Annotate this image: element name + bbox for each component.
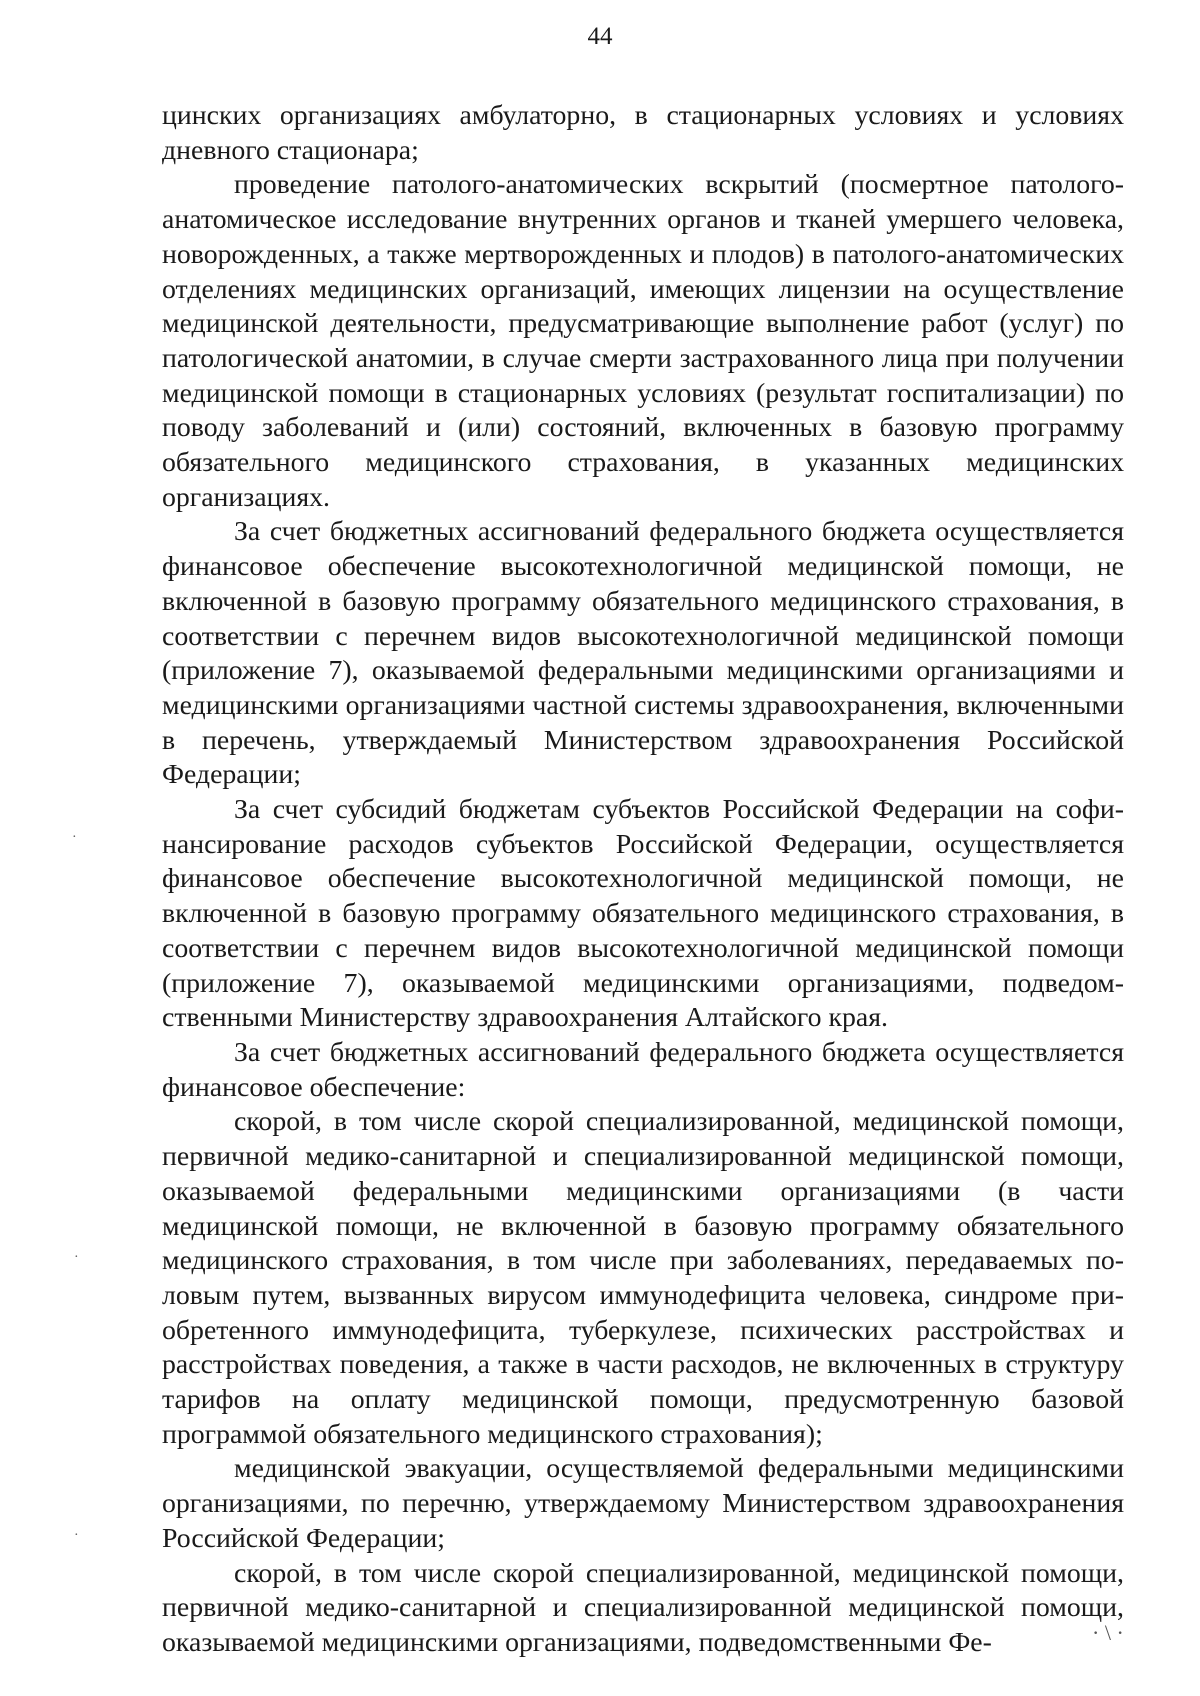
paragraph-federal-budget-financing: За счет бюджетных ассигнований федерального бюджета осуществляется финансовое обеспечение: [162, 1036, 1124, 1103]
paragraph-subsidies: За счет субсидий бюджетам субъектов Российской Федерации на софинансирование расходов субъектов Российской Федерации, осуществляется финансовое обеспечение высокотехнологичной медицинской помощи, не включенной в базовую программу обязательного медицинского страхования, в соответствии с перечнем видов высокотехнологичной медицинской помощи (приложение 7), оказываемой медицинскими организациями, подведомственными Министерству здравоохранения Алтайского края. [162, 794, 1124, 1034]
paragraph-emergency-care-subordinate: скорой, в том числе скорой специализированной, медицинской помощи, первичной медико-санитарной и специализированной медицинской помощи, оказываемой медицинскими организациями, подведомственными Фе- [162, 1557, 1124, 1658]
scan-artifact: · \ · [1092, 1620, 1124, 1645]
paragraph-emergency-care: скорой, в том числе скорой специализированной, медицинской помощи, первичной медико-санитарной и специализированной медицинской помощи, оказываемой федеральными медицинскими организациями (в части медицинской помощи, не включенной в базовую программу обязательного медицинского страхования, в том числе при заболеваниях, передаваемых половым путем, вызванных вирусом иммунодефицита человека, синдроме приобретенного иммунодефицита, туберкулезе, психических расстройствах и расстройствах поведения, а также в части расходов, не включенных в структуру тарифов на оплату медицинской помощи, предусмотренную базовой программой обязательного медицинского страхования); [162, 1106, 1124, 1450]
paragraph-medical-evacuation: медицинской эвакуации, осуществляемой федеральными медицинскими организациями, по перечню, утверждаемому Министерством здравоохранения Российской Федерации; [162, 1453, 1124, 1554]
page-number: 44 [587, 23, 613, 50]
scan-artifact: · [72, 830, 77, 845]
scan-artifact: · [74, 1250, 79, 1265]
scan-artifact: · [74, 1528, 79, 1543]
document-body [162, 99, 1124, 1661]
paragraph-federal-budget-htmc: За счет бюджетных ассигнований федерального бюджета осуществляется финансовое обеспечение высокотехнологичной медицинской помощи, не включенной в базовую программу обязательного медицинского страхования, в соответствии с перечнем видов высокотехнологичной медицинской помощи (приложение 7), оказываемой федеральными медицинскими организациями и медицинскими организациями частной системы здравоохранения, включенными в перечень, утверждаемый Министерством здравоохранения Российской Федерации; [162, 516, 1124, 791]
paragraph-continuation: цинских организациях амбулаторно, в стационарных условиях и условиях дневного стационара; [162, 100, 1124, 166]
paragraph-autopsy: проведение патолого-анатомических вскрытий (посмертное патолого-анатомическое исследование внутренних органов и тканей умершего человека, новорожденных, а также мертворожденных и плодов) в патолого-анатомических отделениях медицинских организаций, имеющих лицензии на осуществление медицинской деятельности, предусматривающие выполнение работ (услуг) по патологической анатомии, в случае смерти застрахованного лица при получении медицинской помощи в стационарных условиях (результат госпитализации) по поводу заболеваний и (или) состояний, включенных в базовую программу обязательного медицинского страхования, в указанных медицинских организациях. [162, 169, 1124, 513]
